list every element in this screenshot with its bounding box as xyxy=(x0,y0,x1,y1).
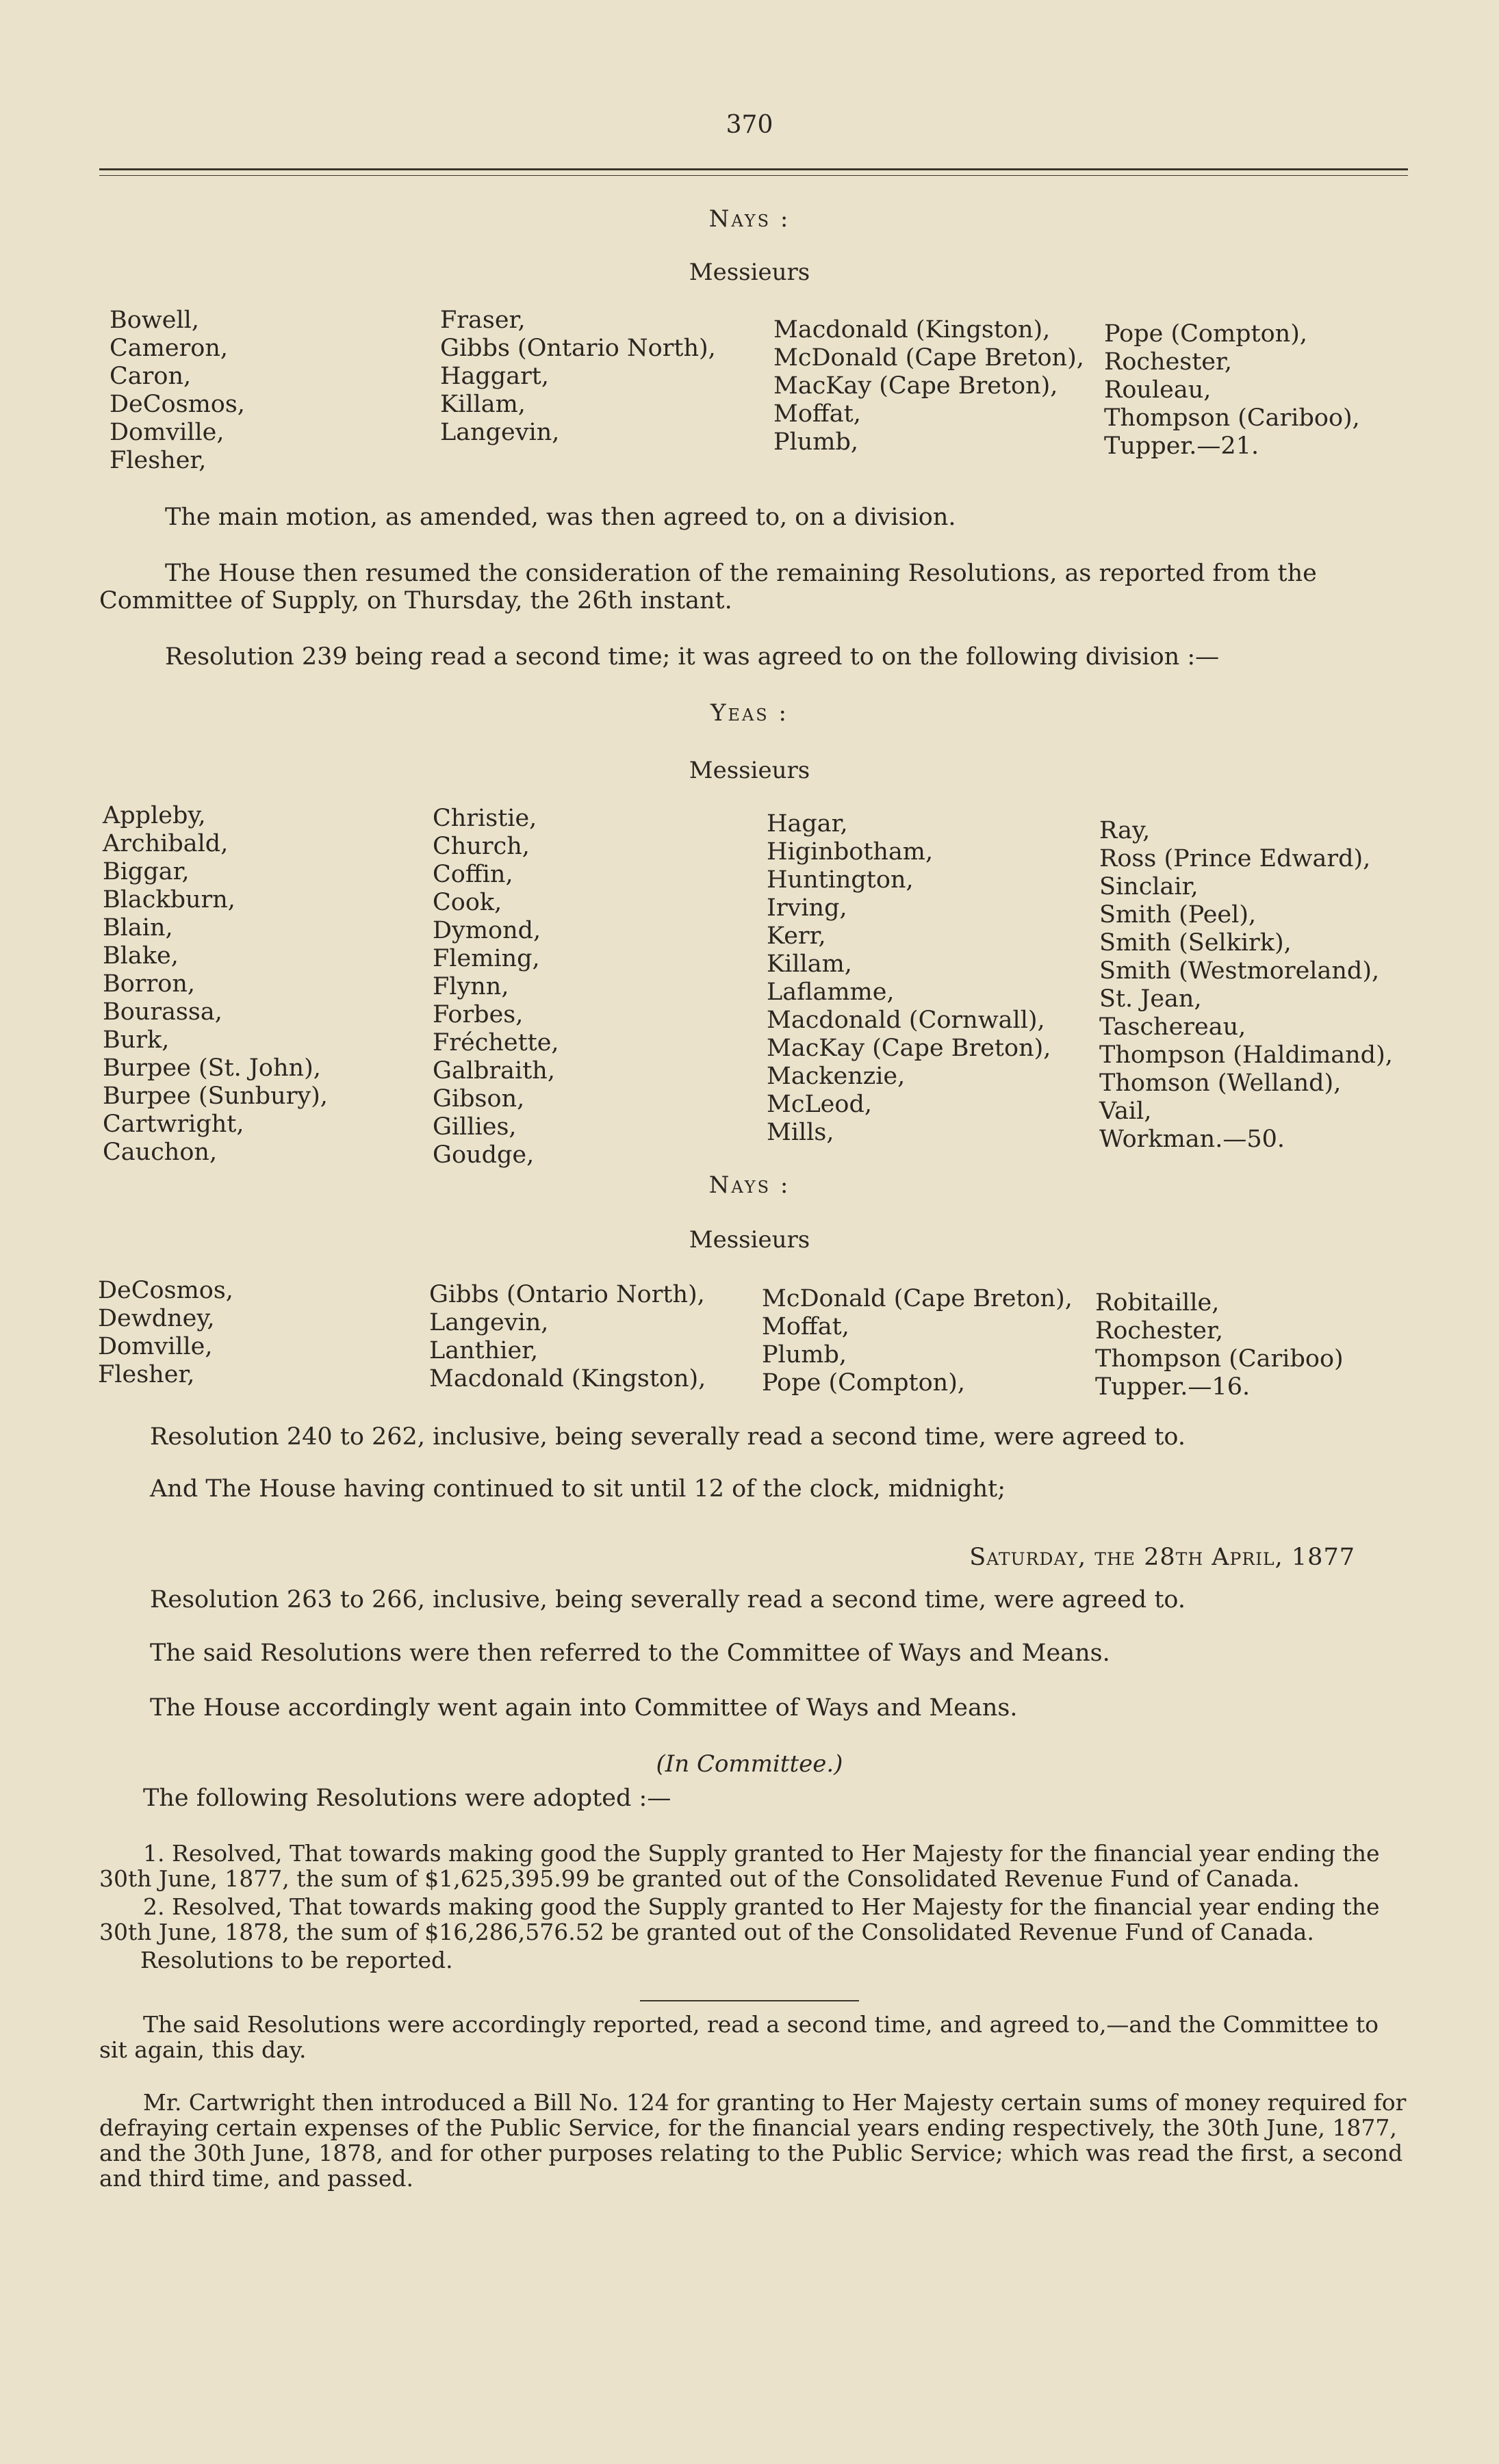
member-name: Burpee (St. John), xyxy=(103,1054,321,1082)
member-name: Gibson, xyxy=(433,1085,525,1113)
member-name: Vail, xyxy=(1099,1098,1152,1125)
para-main-motion: The main motion, as amended, was then agreed to, on a division. xyxy=(165,504,956,531)
member-name: Gibbs (Ontario North), xyxy=(429,1281,705,1308)
para-bill: Mr. Cartwright then introduced a Bill No. 124 for granting to Her Majesty certain sums of money required for defraying certain expenses of the Public Service, for the financial years ending respectively, the 30th June, 1877, and the 30th June, 1878, and for other purposes relating to the Public Service; which was read the first, a second and third time, and passed. xyxy=(99,2089,1407,2192)
resolution-2: 2. Resolved, That towards making good the Supply granted to Her Majesty for the financial year ending the 30th June, 1878, the sum of $16,286,576.52 be granted out of the Consolidated Revenue Fund of Canada. xyxy=(99,1893,1380,1945)
member-name: Ray, xyxy=(1099,817,1151,844)
member-name: Thomson (Welland), xyxy=(1099,1069,1342,1097)
member-name: Mills, xyxy=(767,1119,834,1146)
member-name: Plumb, xyxy=(762,1341,847,1369)
member-name: Coffin, xyxy=(433,861,513,888)
header-rule xyxy=(99,168,1408,170)
member-name: Borron, xyxy=(103,970,195,998)
member-name: Burpee (Sunbury), xyxy=(103,1082,328,1110)
member-name: Burk, xyxy=(103,1026,170,1054)
member-name: Domville, xyxy=(98,1333,213,1360)
member-name: Galbraith, xyxy=(433,1057,555,1085)
member-name: Flynn, xyxy=(433,973,509,1000)
member-name: Laflamme, xyxy=(767,978,895,1006)
member-name: Workman.—50. xyxy=(1099,1126,1285,1153)
messieurs-1: Messieurs xyxy=(689,259,810,286)
date-line: Saturday, the 28th April, 1877 xyxy=(969,1544,1355,1571)
nays-2-column-2 xyxy=(429,1281,706,1393)
member-name: Higinbotham, xyxy=(767,838,934,866)
member-name: Fréchette, xyxy=(433,1029,559,1056)
member-name: Kerr, xyxy=(767,922,826,950)
member-name: Ross (Prince Edward), xyxy=(1099,845,1371,872)
member-name: Langevin, xyxy=(429,1309,549,1336)
member-name: Gibbs (Ontario North), xyxy=(440,335,716,362)
member-name: Irving, xyxy=(767,894,847,922)
member-name: Flesher, xyxy=(110,447,207,474)
member-name: Tupper.—21. xyxy=(1104,432,1259,460)
member-name: Smith (Selkirk), xyxy=(1099,929,1292,957)
in-committee: (In Committee.) xyxy=(656,1750,843,1778)
member-name: Cartwright, xyxy=(103,1111,244,1138)
page-number: 370 xyxy=(726,111,773,139)
para-sit-until: And The House having continued to sit until 12 of the clock, midnight; xyxy=(150,1475,1006,1503)
member-name: Moffat, xyxy=(762,1313,849,1340)
member-name: Dymond, xyxy=(433,917,541,944)
member-name: Smith (Westmoreland), xyxy=(1099,957,1380,985)
member-name: Rochester, xyxy=(1095,1317,1224,1345)
member-name: Taschereau, xyxy=(1099,1013,1246,1041)
member-name: Gillies, xyxy=(433,1113,517,1141)
para-following: The following Resolutions were adopted :— xyxy=(143,1785,671,1812)
member-name: Macdonald (Cornwall), xyxy=(767,1007,1045,1034)
member-name: McLeod, xyxy=(767,1091,872,1118)
member-name: Appleby, xyxy=(103,802,206,829)
member-name: Bourassa, xyxy=(103,998,222,1026)
member-name: Smith (Peel), xyxy=(1099,901,1257,929)
member-name: Archibald, xyxy=(103,830,229,857)
resolutions-to-be-reported: Resolutions to be reported. xyxy=(140,1947,453,1973)
para-accordingly: The House accordingly went again into Committee of Ways and Means. xyxy=(150,1694,1018,1722)
member-name: Christie, xyxy=(433,805,537,832)
header-rule-thin xyxy=(99,175,1408,176)
member-name: Huntington, xyxy=(767,866,914,894)
member-name: Killam, xyxy=(440,391,526,418)
member-name: Macdonald (Kingston), xyxy=(773,316,1051,343)
member-name: Pope (Compton), xyxy=(762,1369,966,1397)
member-name: Plumb, xyxy=(773,428,859,456)
nays-heading-1: Nays : xyxy=(708,205,791,233)
member-name: DeCosmos, xyxy=(110,391,245,418)
member-name: Cauchon, xyxy=(103,1139,218,1166)
para-reported: The said Resolutions were accordingly reported, read a second time, and agreed to,—and the Committee to sit again, this day. xyxy=(99,2011,1379,2063)
member-name: Rochester, xyxy=(1104,348,1233,376)
member-name: MacKay (Cape Breton), xyxy=(767,1035,1051,1062)
nays-1-column-2 xyxy=(440,307,716,447)
member-name: Haggart, xyxy=(440,363,549,390)
section-divider xyxy=(640,2000,859,2001)
member-name: Cook, xyxy=(433,889,502,916)
member-name: Biggar, xyxy=(103,858,190,885)
messieurs-2: Messieurs xyxy=(689,757,810,784)
member-name: Dewdney, xyxy=(98,1305,215,1332)
member-name: Pope (Compton), xyxy=(1104,320,1308,348)
nays-2-column-3 xyxy=(762,1285,1073,1397)
yeas-column-3 xyxy=(767,810,1051,1147)
member-name: Fleming, xyxy=(433,945,540,972)
member-name: Fraser, xyxy=(440,307,526,334)
member-name: Killam, xyxy=(767,950,852,978)
yeas-column-1 xyxy=(103,802,328,1167)
member-name: Sinclair, xyxy=(1099,873,1199,900)
nays-heading-2: Nays : xyxy=(708,1171,791,1199)
para-resolution-263: Resolution 263 to 266, inclusive, being severally read a second time, were agreed to. xyxy=(150,1586,1186,1613)
yeas-column-4 xyxy=(1099,817,1393,1154)
para-resolution-240: Resolution 240 to 262, inclusive, being severally read a second time, were agreed to. xyxy=(150,1423,1186,1451)
member-name: MacKay (Cape Breton), xyxy=(773,372,1058,400)
member-name: Rouleau, xyxy=(1104,376,1212,404)
member-name: Blain, xyxy=(103,914,173,942)
member-name: St. Jean, xyxy=(1099,985,1202,1013)
member-name: Forbes, xyxy=(433,1001,524,1028)
member-name: Robitaille, xyxy=(1095,1289,1220,1317)
member-name: Tupper.—16. xyxy=(1095,1373,1251,1401)
nays-2-column-1 xyxy=(98,1277,233,1389)
member-name: Domville, xyxy=(110,419,225,446)
yeas-heading: Yeas : xyxy=(710,699,789,727)
para-resolution-239: Resolution 239 being read a second time; it was agreed to on the following division :— xyxy=(165,643,1220,671)
messieurs-3: Messieurs xyxy=(689,1226,810,1254)
member-name: Church, xyxy=(433,833,530,860)
para-resumed: The House then resumed the consideration of the remaining Resolutions, as reported from the Committee of Supply, on Thursday, the 26th instant. xyxy=(99,560,1317,614)
yeas-column-2 xyxy=(433,805,559,1169)
member-name: Thompson (Haldimand), xyxy=(1099,1041,1393,1069)
nays-1-column-3 xyxy=(773,316,1084,456)
member-name: Bowell, xyxy=(110,307,199,334)
member-name: Blake, xyxy=(103,942,179,970)
resolution-1: 1. Resolved, That towards making good the Supply granted to Her Majesty for the financial year ending the 30th June, 1877, the sum of $1,625,395.99 be granted out of the Consolidated Revenue Fund of Canada. xyxy=(99,1840,1380,1892)
member-name: Langevin, xyxy=(440,419,560,446)
member-name: Mackenzie, xyxy=(767,1063,906,1090)
member-name: Blackburn, xyxy=(103,886,235,913)
nays-2-column-4 xyxy=(1095,1289,1344,1401)
member-name: Macdonald (Kingston), xyxy=(429,1365,706,1392)
member-name: Lanthier, xyxy=(429,1337,539,1364)
member-name: DeCosmos, xyxy=(98,1277,233,1304)
member-name: Thompson (Cariboo), xyxy=(1104,404,1360,432)
nays-1-column-4 xyxy=(1104,320,1360,461)
member-name: Flesher, xyxy=(98,1361,195,1388)
member-name: Thompson (Cariboo) xyxy=(1095,1345,1344,1373)
member-name: Goudge, xyxy=(433,1141,535,1169)
member-name: McDonald (Cape Breton), xyxy=(762,1285,1073,1312)
member-name: Moffat, xyxy=(773,400,861,428)
member-name: Hagar, xyxy=(767,810,848,838)
member-name: McDonald (Cape Breton), xyxy=(773,344,1084,372)
member-name: Cameron, xyxy=(110,335,229,362)
para-referred: The said Resolutions were then referred to the Committee of Ways and Means. xyxy=(150,1639,1110,1667)
member-name: Caron, xyxy=(110,363,192,390)
nays-1-column-1 xyxy=(110,307,245,475)
